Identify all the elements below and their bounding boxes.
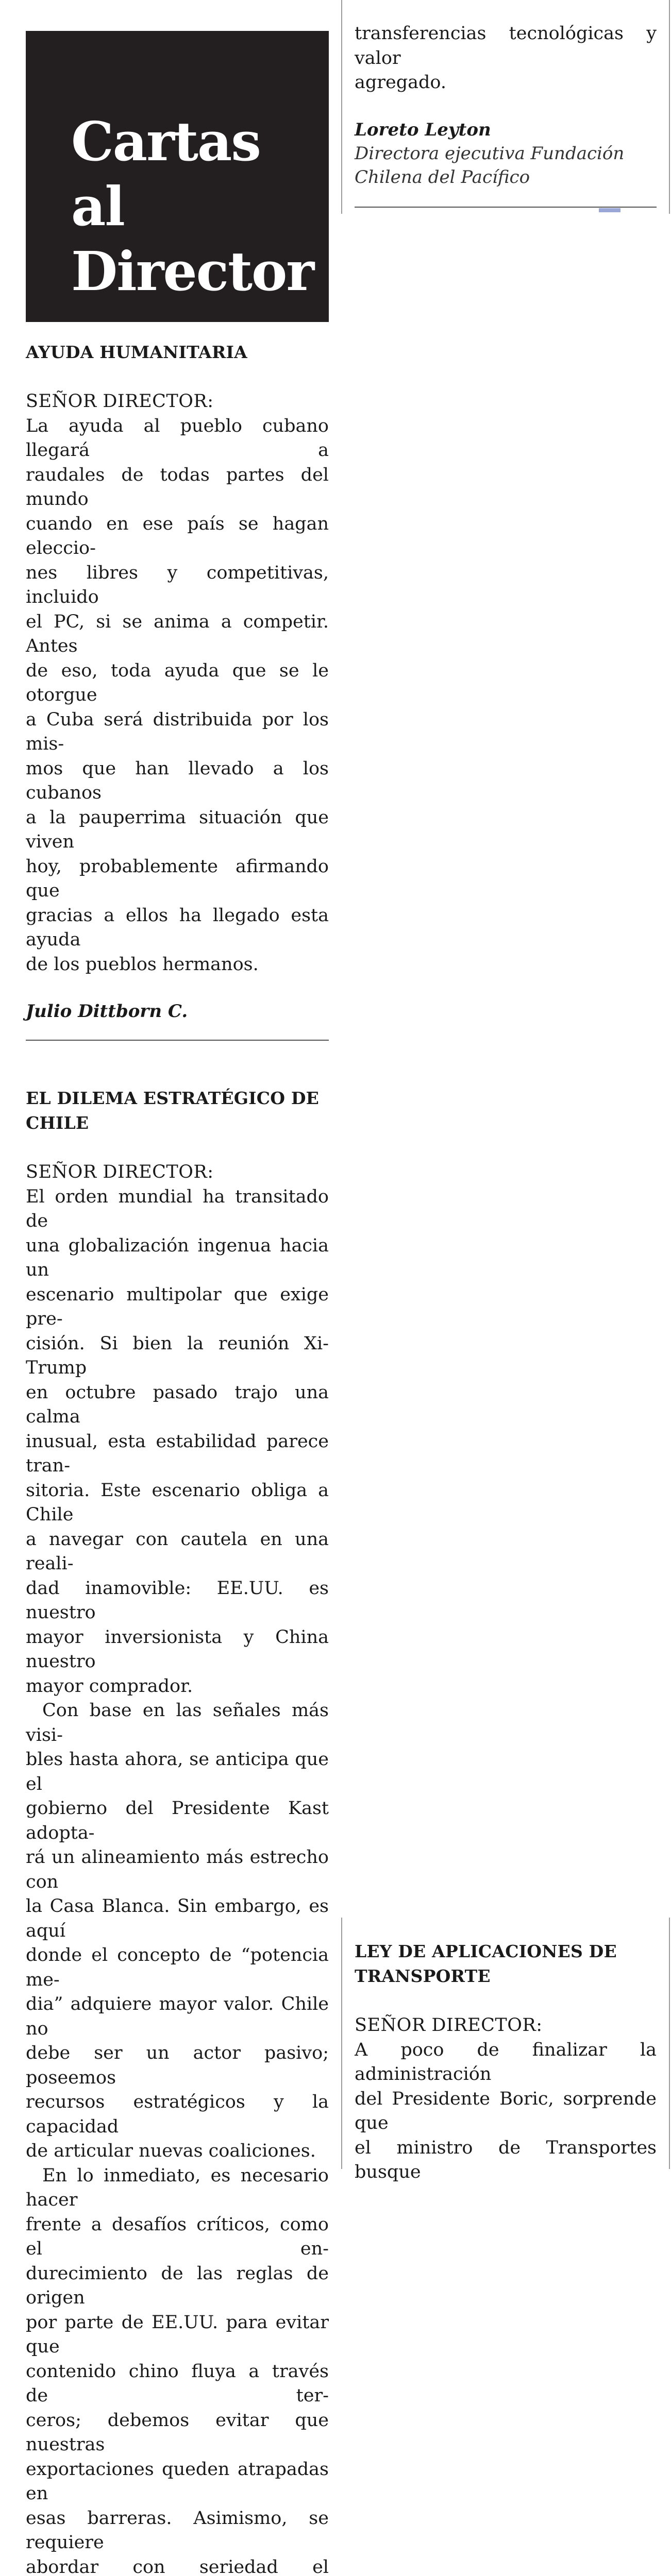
text-line: a navegar con cautela en una reali- — [26, 1528, 329, 1577]
left-column — [26, 340, 329, 2576]
signature-role-line-1: Directora ejecutiva Fundación — [355, 142, 657, 165]
text-line: donde el concepto de “potencia me- — [26, 1943, 329, 1992]
text-line: Con base en las señales más visi- — [26, 1699, 329, 1748]
text-line: ceros; debemos evitar que nuestras — [26, 2409, 329, 2458]
text-line: por parte de EE.UU. para evitar que — [26, 2311, 329, 2360]
text-line: gracias a ellos ha llegado esta ayuda — [26, 904, 329, 953]
column-rule-bottom-left — [341, 1918, 342, 2169]
text-line: a Cuba será distribuida por los mis- — [26, 708, 329, 757]
column-rule-top-right — [669, 0, 670, 214]
text-line: de eso, toda ayuda que se le otorgue — [26, 659, 329, 708]
text-line: durecimiento de las reglas de origen — [26, 2262, 329, 2311]
text-line: gobierno del Presidente Kast adopta- — [26, 1797, 329, 1845]
letter-salute: SEÑOR DIRECTOR: — [26, 1160, 329, 1185]
signature-name: Julio Dittborn C. — [26, 999, 329, 1023]
text-line: cuando en ese país se hagan eleccio- — [26, 512, 329, 561]
text-line: cisión. Si bien la reunión Xi-Trump — [26, 1332, 329, 1381]
signature-role-line-2: Chilena del Pacífico — [355, 165, 657, 189]
letter-body — [26, 414, 329, 977]
letter-heading — [26, 1086, 329, 1136]
text-line: mayor inversionista y China nuestro — [26, 1625, 329, 1674]
column-rule-top-left — [341, 0, 342, 214]
text-line: bles hasta ahora, se anticipa que el — [26, 1748, 329, 1797]
text-line: A poco de finalizar la administración — [355, 2038, 657, 2087]
text-line: En lo inmediato, es necesario hacer — [26, 2164, 329, 2213]
letter-continuation — [355, 22, 657, 208]
text-line: de los pueblos hermanos. — [26, 953, 329, 977]
letter-ley-aplicaciones — [355, 1939, 657, 2185]
text-line: nes libres y competitivas, incluido — [26, 561, 329, 610]
letter-heading-line-1: EL DILEMA ESTRATÉGICO DE — [26, 1088, 319, 1108]
text-line: en octubre pasado trajo una calma — [26, 1381, 329, 1430]
text-line: mos que han llevado a los cubanos — [26, 757, 329, 806]
text-line: frente a desafíos críticos, como el en- — [26, 2213, 329, 2262]
text-line: El orden mundial ha transitado de — [26, 1185, 329, 1234]
letter-heading: AYUDA HUMANITARIA — [26, 340, 329, 365]
letter-paragraph-2 — [26, 1699, 329, 2164]
letter-salute: SEÑOR DIRECTOR: — [26, 389, 329, 414]
text-line: a la pauperrima situación que viven — [26, 806, 329, 855]
text-line: abordar con seriedad el — [26, 2555, 329, 2576]
text-line: del Presidente Boric, sorprende que — [355, 2087, 657, 2136]
section-banner — [26, 31, 329, 322]
letter-heading-line-2: CHILE — [26, 1113, 89, 1133]
text-line: hoy, probablemente afirmando que — [26, 855, 329, 904]
text-line: mayor comprador. — [26, 1674, 329, 1699]
text-line: sitoria. Este escenario obliga a Chile — [26, 1479, 329, 1528]
text-line: inusual, esta estabilidad parece tran- — [26, 1430, 329, 1479]
text-line: agregado. — [355, 71, 657, 95]
letter-heading-line-2: TRANSPORTE — [355, 1966, 491, 1986]
letter-heading-line-1: LEY DE APLICACIONES DE — [355, 1941, 617, 1961]
text-line: raudales de todas partes del mundo — [26, 463, 329, 512]
decorative-bar — [599, 208, 620, 212]
text-line: dad inamovible: EE.UU. es nuestro — [26, 1577, 329, 1625]
signature-name: Loreto Leyton — [355, 118, 657, 142]
text-line: escenario multipolar que exige pre- — [26, 1283, 329, 1332]
letter-body — [355, 2038, 657, 2185]
letter-paragraph-1 — [26, 1185, 329, 1699]
text-line: La ayuda al pueblo cubano llegará a — [26, 414, 329, 463]
section-title — [71, 109, 329, 304]
letter-heading — [355, 1939, 657, 1989]
letter-ayuda-humanitaria — [26, 340, 329, 1041]
text-line: una globalización ingenua hacia un — [26, 1234, 329, 1283]
text-line: debe ser un actor pasivo; poseemos — [26, 2041, 329, 2090]
letter-continuation-body — [355, 22, 657, 95]
text-line: contenido chino fluya a través de ter- — [26, 2360, 329, 2409]
text-line: transferencias tecnológicas y valor — [355, 22, 657, 71]
text-line: el PC, si se anima a competir. Antes — [26, 610, 329, 659]
text-line: esas barreras. Asimismo, se requiere — [26, 2506, 329, 2555]
text-line: rá un alineamiento más estrecho con — [26, 1845, 329, 1894]
letter-dilema-estrategico — [26, 1086, 329, 2576]
column-rule-bottom-right — [669, 1918, 670, 2169]
letter-salute: SEÑOR DIRECTOR: — [355, 2013, 657, 2038]
section-title-line-1: Cartas al — [71, 110, 260, 238]
text-line: la Casa Blanca. Sin embargo, es aquí — [26, 1894, 329, 1943]
text-line: de articular nuevas coaliciones. — [26, 2139, 329, 2164]
letter-paragraph-3 — [26, 2164, 329, 2576]
letter-divider — [355, 207, 657, 208]
text-line: dia” adquiere mayor valor. Chile no — [26, 1992, 329, 2041]
text-line: exportaciones queden atrapadas en — [26, 2458, 329, 2506]
text-line: recursos estratégicos y la capacidad — [26, 2090, 329, 2139]
section-title-line-2: Director — [71, 240, 313, 303]
text-line: el ministro de Transportes busque — [355, 2136, 657, 2185]
